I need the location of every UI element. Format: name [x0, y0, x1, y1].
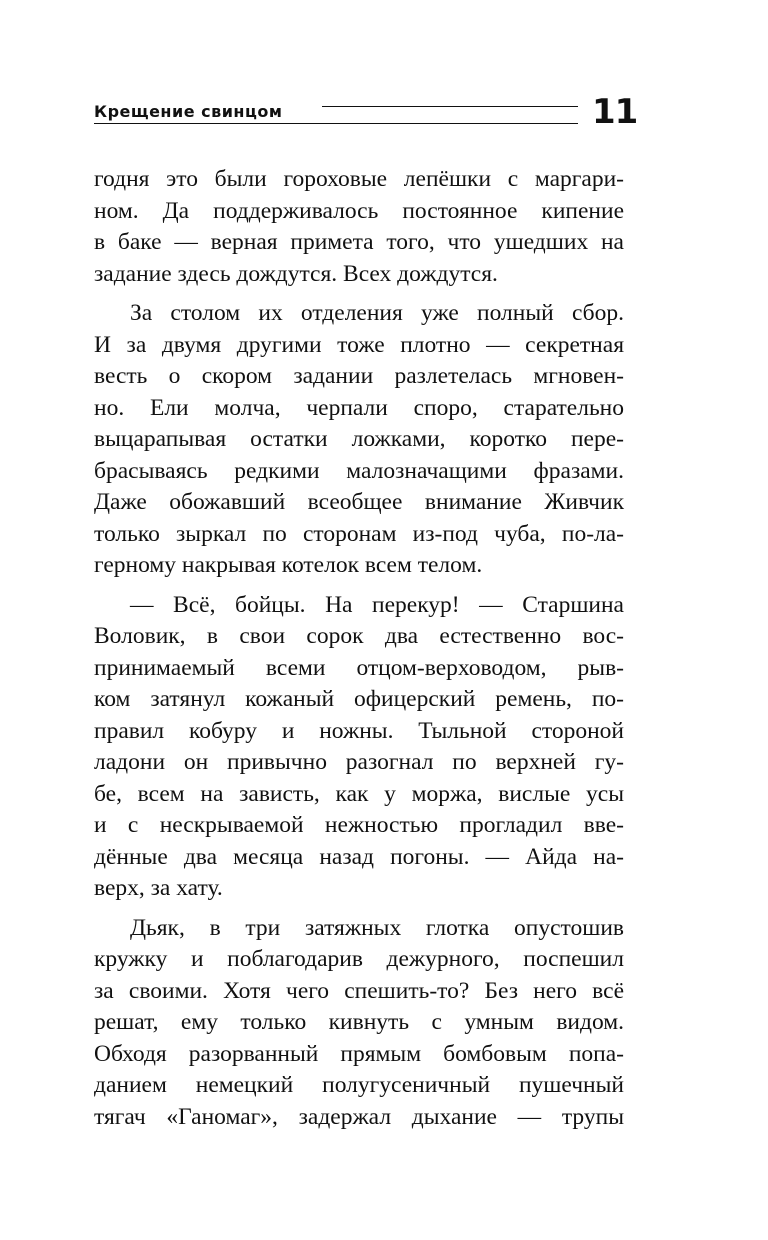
paragraph: [94, 298, 624, 330]
text-line: и с нескрываемой нежностью прогладил вве-: [94, 812, 624, 838]
running-header: [94, 92, 638, 136]
paragraph: [94, 164, 624, 290]
text-line: решат, ему только кивнуть с умным видом.: [94, 1009, 624, 1035]
text-line: И за двумя другими тоже плотно — секретная: [94, 331, 624, 358]
paragraph-cont: [94, 944, 624, 1133]
text-line: правил кобуру и ножны. Тыльной стороной: [94, 717, 624, 744]
text-line: За столом их отделения уже полный сбор.: [130, 300, 624, 326]
text-line: — Всё, бойцы. На перекур! — Старшина: [130, 591, 624, 618]
text-line: тягач «Ганомаг», задержал дыхание — трупы: [94, 1103, 624, 1130]
text-line: Обходя разорванный прямым бомбовым попа-: [94, 1040, 624, 1067]
text-line: герному накрывая котелок всем телом.: [94, 552, 483, 578]
text-line: за своими. Хотя чего спешить-то? Без него всё: [94, 977, 624, 1004]
text-line: бе, всем на зависть, как у моржа, вислые усы: [94, 780, 624, 807]
text-line: верх, за хату.: [94, 875, 223, 901]
paragraph-cont: [94, 330, 624, 582]
text-line: кружку и поблагодарив дежурного, поспешил: [94, 946, 624, 972]
text-line: ном. Да поддерживалось постоянное кипение: [94, 197, 624, 224]
text-line: ладони он привычно разогнал по верхней гу-: [94, 749, 624, 775]
body-text: [94, 164, 624, 1133]
text-line: Дьяк, в три затяжных глотка опустошив: [130, 914, 624, 941]
text-line: Даже обожавший всеобщее внимание Живчик: [94, 489, 624, 515]
text-line: в баке — верная примета того, что ушедших на: [94, 229, 624, 255]
text-line: принимаемый всеми отцом-верховодом, рыв-: [94, 654, 624, 681]
text-line: но. Ели молча, черпали споро, старательно: [94, 394, 624, 421]
text-line: весть о скором задании разлетелась мгновен-: [94, 363, 624, 389]
header-rule-top: [322, 106, 578, 107]
text-line: Воловик, в свои сорок два естественно вос-: [94, 623, 624, 649]
running-title: Крещение свинцом: [94, 102, 283, 121]
text-line: годня это были гороховые лепёшки с маргари-: [94, 166, 624, 192]
text-line: данием немецкий полугусеничный пушечный: [94, 1072, 624, 1098]
text-line: ком затянул кожаный офицерский ремень, по-: [94, 686, 624, 712]
paragraph: [94, 590, 624, 622]
text-line: дённые два месяца назад погоны. — Айда на-: [94, 843, 624, 870]
text-line: только зыркал по сторонам из-под чуба, по-ла-: [94, 520, 624, 547]
header-rule-bottom: [94, 123, 578, 124]
page-number: 11: [592, 92, 638, 132]
text-line: задание здесь дождутся. Всех дождутся.: [94, 260, 498, 287]
paragraph-cont: [94, 621, 624, 905]
paragraph: [94, 913, 624, 945]
text-line: брасываясь редкими малозначащими фразами.: [94, 457, 624, 484]
text-line: выцарапывая остатки ложками, коротко пере-: [94, 426, 624, 452]
